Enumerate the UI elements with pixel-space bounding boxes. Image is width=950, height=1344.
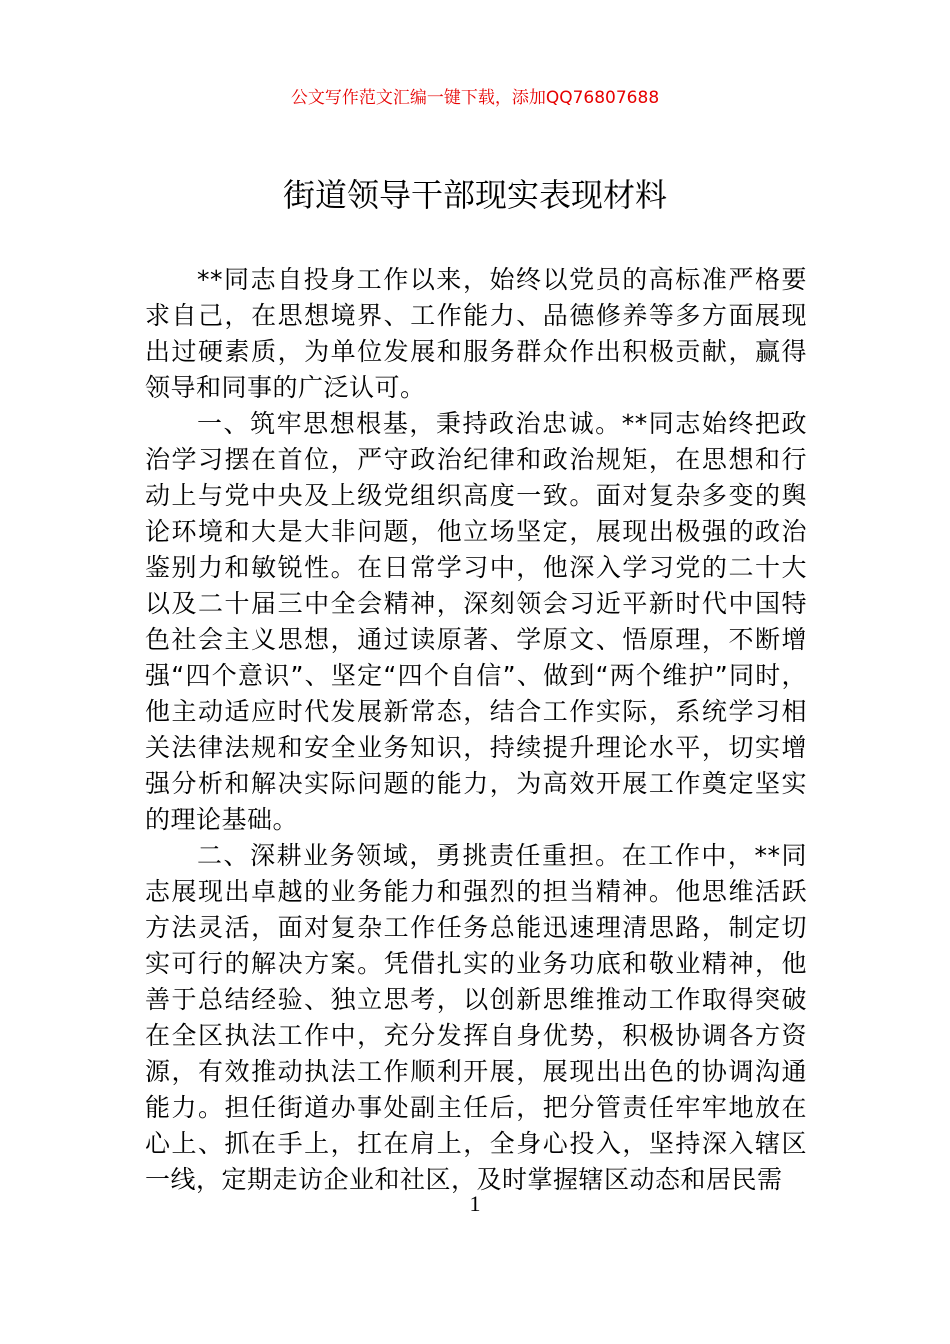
document-body	[145, 262, 807, 1198]
page-number: 1	[469, 1191, 481, 1216]
paragraph-intro: **同志自投身工作以来，始终以党员的高标准严格要求自己，在思想境界、工作能力、品德修养等多方面展现出过硬素质，为单位发展和服务群众作出积极贡献，赢得领导和同事的广泛认可。	[145, 265, 807, 402]
paragraph-section-one: 一、筑牢思想根基，秉持政治忠诚。**同志始终把政治学习摆在首位，严守政治纪律和政治规矩，在思想和行动上与党中央及上级党组织高度一致。面对复杂多变的舆论环境和大是大非问题，他立场坚定，展现出极强的政治鉴别力和敏锐性。在日常学习中，他深入学习党的二十大以及二十届三中全会精神，深刻领会习近平新时代中国特色社会主义思想，通过读原著、学原文、悟原理，不断增强“四个意识”、坚定“四个自信”、做到“两个维护”同时，他主动适应时代发展新常态，结合工作实际，系统学习相关法律法规和安全业务知识，持续提升理论水平，切实增强分析和解决实际问题的能力，为高效开展工作奠定坚实的理论基础。	[145, 409, 807, 834]
document-title: 街道领导干部现实表现材料	[282, 176, 667, 214]
paragraph-section-two: 二、深耕业务领域，勇挑责任重担。在工作中，**同志展现出卓越的业务能力和强烈的担当精神。他思维活跃方法灵活，面对复杂工作任务总能迅速理清思路，制定切实可行的解决方案。凭借扎实的业务功底和敬业精神，他善于总结经验、独立思考，以创新思维推动工作取得突破在全区执法工作中，充分发挥自身优势，积极协调各方资源，有效推动执法工作顺利开展，展现出出色的协调沟通能力。担任街道办事处副主任后，把分管责任牢牢地放在心上、抓在手上，扛在肩上，全身心投入，坚持深入辖区一线，定期走访企业和社区，及时掌握辖区动态和居民需	[145, 841, 807, 1194]
header-ad-text: 公文写作范文汇编一键下载，添加QQ76807688	[290, 88, 660, 108]
